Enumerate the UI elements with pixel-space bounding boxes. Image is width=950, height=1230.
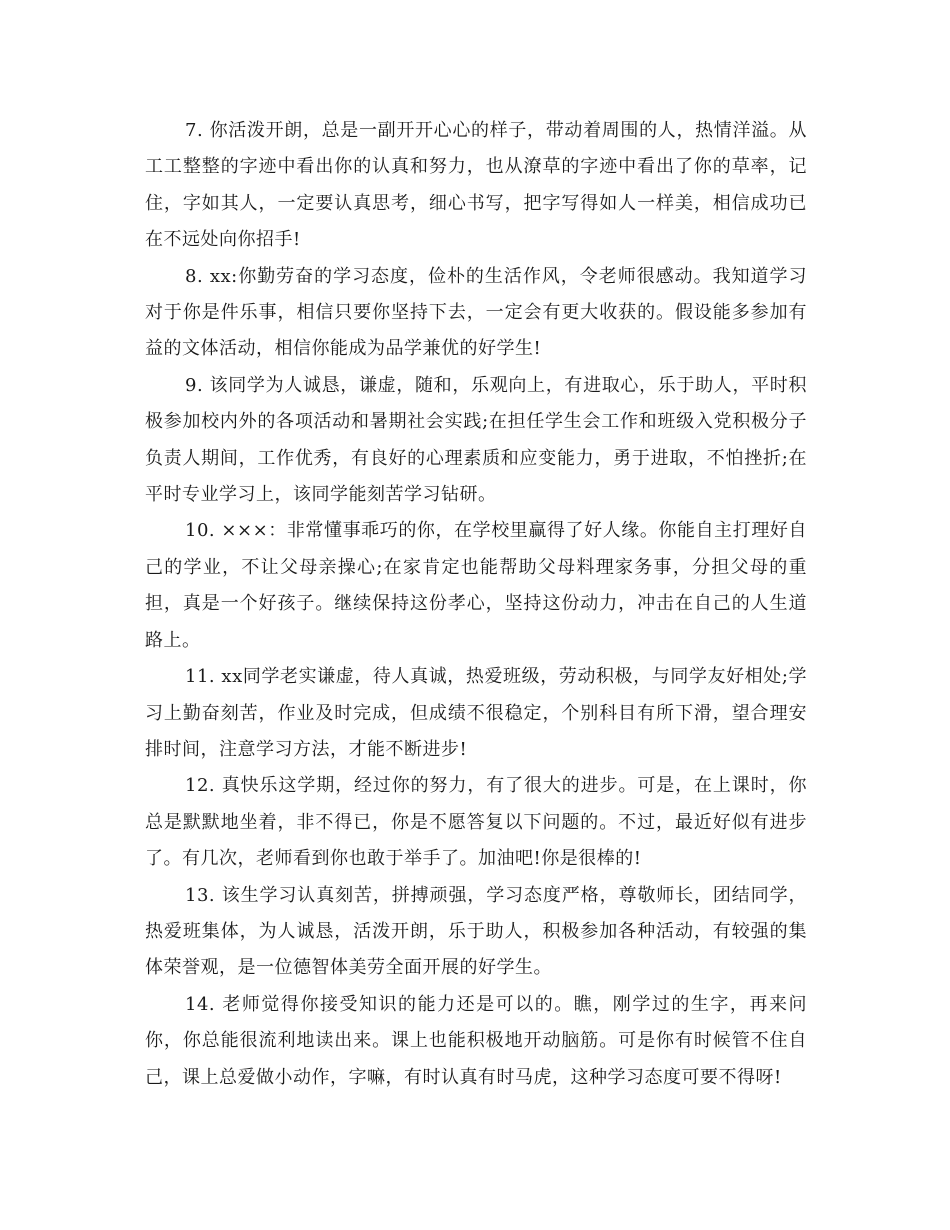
paragraph-12: 12. 真快乐这学期，经过你的努力，有了很大的进步。可是，在上课时，你总是默默地坐着，非不得已，你是不愿答复以下问题的。不过，最近好似有进步了。有几次，老师看到你也敢于举手了。加油吧!你是很棒的!	[145, 775, 807, 870]
paragraph-8: 8. xx:你勤劳奋的学习态度，俭朴的生活作风，令老师很感动。我知道学习对于你是件乐事，相信只要你坚持下去，一定会有更大收获的。假设能多参加有益的文体活动，相信你能成为品学兼优的好学生!	[145, 265, 807, 360]
paragraph-7: 7. 你活泼开朗，总是一副开开心心的样子，带动着周围的人，热情洋溢。从工工整整的字迹中看出你的认真和努力，也从潦草的字迹中看出了你的草率，记住，字如其人，一定要认真思考，细心书写，把字写得如人一样美，相信成功已在不远处向你招手!	[145, 120, 807, 251]
paragraph-9: 9. 该同学为人诚恳，谦虚，随和，乐观向上，有进取心，乐于助人，平时积极参加校内外的各项活动和暑期社会实践;在担任学生会工作和班级入党积极分子负责人期间，工作优秀，有良好的心理素质和应变能力，勇于进取，不怕挫折;在平时专业学习上，该同学能刻苦学习钻研。	[145, 374, 807, 506]
paragraph-11: 11. xx同学老实谦虚，待人真诚，热爱班级，劳动积极，与同学友好相处;学习上勤奋刻苦，作业及时完成，但成绩不很稳定，个别科目有所下滑，望合理安排时间，注意学习方法，才能不断进步!	[145, 666, 807, 760]
document-body	[145, 113, 807, 1096]
paragraph-10: 10. ×××：非常懂事乖巧的你，在学校里赢得了好人缘。你能自主打理好自己的学业，不让父母亲操心;在家肯定也能帮助父母料理家务事，分担父母的重担，真是一个好孩子。继续保持这份孝心，坚持这份动力，冲击在自己的人生道路上。	[145, 520, 807, 651]
paragraph-13: 13. 该生学习认真刻苦，拼搏顽强，学习态度严格，尊敬师长，团结同学，热爱班集体，为人诚恳，活泼开朗，乐于助人，积极参加各种活动，有较强的集体荣誉观，是一位德智体美劳全面开展的好学生。	[145, 884, 807, 979]
paragraph-14: 14. 老师觉得你接受知识的能力还是可以的。瞧，刚学过的生字，再来问你，你总能很流利地读出来。课上也能积极地开动脑筋。可是你有时候管不住自己，课上总爱做小动作，字嘛，有时认真有时马虎，这种学习态度可要不得呀!	[145, 993, 807, 1088]
